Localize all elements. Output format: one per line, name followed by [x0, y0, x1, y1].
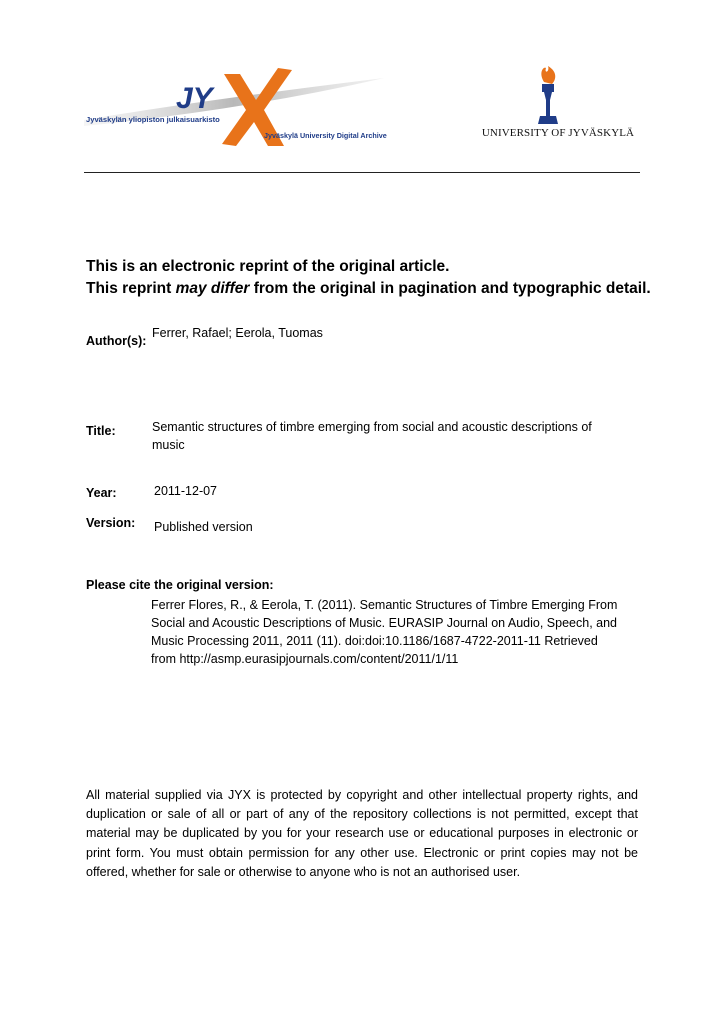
citation-text: Ferrer Flores, R., & Eerola, T. (2011). Semantic Structures of Timbre Emerging From Social and Acoustic Descriptions of Music. EURASIP Journal on Audio, Speech, and Music Processing 2011, 2011 (11). doi:doi:10.1186/1687-4722-2011-11 Retrieved from http://asmp.eurasipjournals.com/content/2011/1/11 [151, 598, 618, 666]
author-value: Ferrer, Rafael; Eerola, Tuomas [152, 326, 323, 340]
university-logo [478, 66, 638, 144]
version-label: Version: [86, 516, 136, 530]
author-label: Author(s): [86, 334, 147, 348]
archive-name-fi: Jyväskylän yliopiston julkaisuarkisto [86, 115, 220, 124]
header-divider [84, 172, 640, 173]
university-name: UNIVERSITY OF JYVÄSKYLÄ [481, 127, 635, 139]
citation-heading: Please cite the original version: [86, 578, 274, 592]
headline-line-2 [86, 280, 651, 298]
jyx-logo-graphic [84, 66, 396, 148]
archive-name-en: Jyväskylä University Digital Archive [264, 131, 387, 140]
torch-icon [478, 66, 638, 126]
jyx-archive-logo [84, 66, 396, 148]
headline-text: This reprint [86, 280, 176, 297]
title-value: Semantic structures of timbre emerging from social and acoustic descriptions of music [152, 420, 592, 452]
headline-emphasis: may differ [175, 280, 250, 297]
version-value: Published version [154, 520, 253, 534]
title-label: Title: [86, 424, 116, 438]
headline-line-1: This is an electronic reprint of the original article. [86, 258, 450, 275]
jyx-letters: JY [176, 82, 213, 115]
year-label: Year: [86, 486, 117, 500]
headline-text: from the original in pagination and typographic detail. [249, 280, 651, 297]
copyright-notice: All material supplied via JYX is protected by copyright and other intellectual property rights, and duplication or sale of all or part of any of the repository collections is not permitted, except that material may be duplicated by you for your research use or educational purposes in electronic or print form. You must obtain permission for any other use. Electronic or print copies may not be offered, whether for sale or otherwise to anyone who is not an authorised user. [86, 788, 638, 879]
year-value: 2011-12-07 [154, 484, 218, 498]
